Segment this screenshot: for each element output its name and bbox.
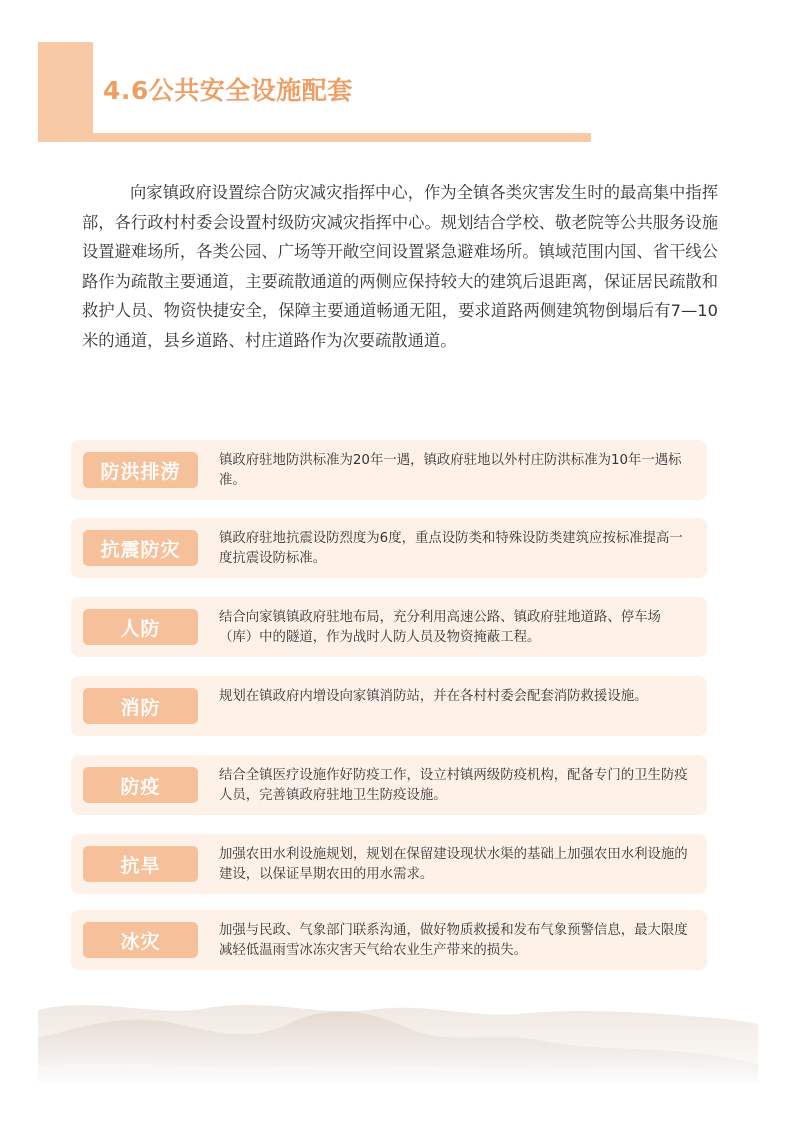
card-description: 加强与民政、气象部门联系沟通，做好物质救援和发布气象预警信息，最大限度减轻低温雨雪冰冻灾害天气给农业生产带来的损失。 (219, 923, 688, 958)
card-fire-protection (71, 676, 707, 736)
card-civil-defense (71, 597, 707, 657)
card-description: 镇政府驻地抗震设防烈度为6度，重点设防类和特殊设防类建筑应按标准提高一度抗震设防标准。 (219, 531, 683, 566)
card-description: 结合全镇医疗设施作好防疫工作，设立村镇两级防疫机构，配备专门的卫生防疫人员，完善镇政府驻地卫生防疫设施。 (219, 768, 688, 803)
header-accent-line (38, 133, 591, 142)
header-accent-block (38, 42, 93, 140)
card-drought (71, 834, 707, 894)
intro-text: 向家镇政府设置综合防灾减灾指挥中心，作为全镇各类灾害发生时的最高集中指挥部，各行政村村委会设置村级防灾减灾指挥中心。规划结合学校、敬老院等公共服务设施设置避难场所，各类公园、广场等开敞空间设置紧急避难场所。镇域范围内国、省干线公路作为疏散主要通道，主要疏散通道的两侧应保持较大的建筑后退距离，保证居民疏散和救护人员、物资快捷安全，保障主要通道畅通无阻，要求道路两侧建筑物倒塌后有7—10米的通道，县乡道路、村庄道路作为次要疏散通道。 (82, 183, 718, 350)
card-label: 冰灾 (83, 922, 198, 958)
card-description: 结合向家镇镇政府驻地布局，充分利用高速公路、镇政府驻地道路、停车场（库）中的隧道，作为战时人防人员及物资掩蔽工程。 (219, 610, 661, 645)
card-description: 加强农田水利设施规划，规划在保留建设现状水渠的基础上加强农田水利设施的建设，以保证旱期农田的用水需求。 (219, 847, 688, 882)
card-label: 抗旱 (83, 846, 198, 882)
card-label: 防洪排涝 (83, 452, 198, 488)
card-flood-control (71, 440, 707, 500)
landscape-decoration (38, 988, 758, 1082)
card-earthquake (71, 518, 707, 578)
card-label: 消防 (83, 688, 198, 724)
card-label: 防疫 (83, 767, 198, 803)
intro-paragraph (82, 178, 718, 356)
card-epidemic-prevention (71, 755, 707, 815)
card-label: 人防 (83, 609, 198, 645)
card-label: 抗震防灾 (83, 530, 198, 566)
card-description: 规划在镇政府内增设向家镇消防站，并在各村村委会配套消防救援设施。 (219, 689, 648, 704)
card-ice-disaster (71, 910, 707, 970)
card-description: 镇政府驻地防洪标准为20年一遇，镇政府驻地以外村庄防洪标准为10年一遇标准。 (219, 453, 682, 488)
section-title: 4.6公共安全设施配套 (103, 76, 353, 105)
